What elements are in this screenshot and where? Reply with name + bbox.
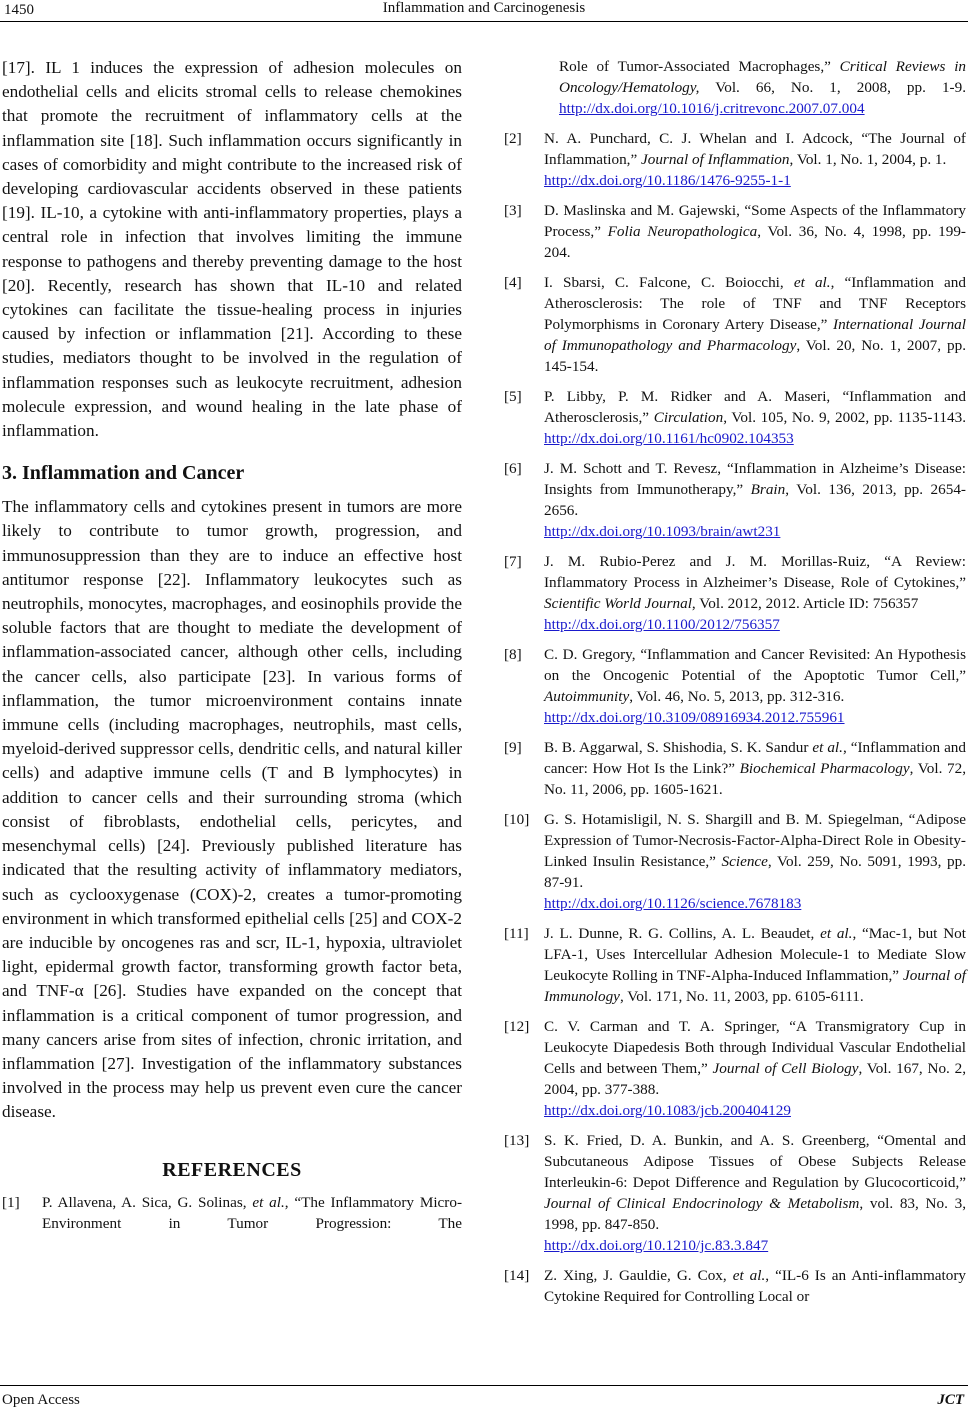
reference-item [2, 1192, 462, 1234]
doi-link[interactable]: http://dx.doi.org/10.1161/hc0902.104353 [544, 430, 794, 447]
reference-text [544, 923, 966, 1007]
journal-name: Critical Reviews in Oncology/Hematology, [559, 58, 967, 96]
reference-item [504, 200, 966, 263]
reference-authors-title: N. A. Punchard, C. J. Whelan and I. Adcock, “The Journal of Inflammation,” [544, 130, 966, 168]
reference-item [504, 737, 966, 800]
journal-name: Brain [750, 481, 786, 498]
reference-authors-title: I. Sbarsi, C. Falcone, C. Boiocchi, [544, 274, 794, 291]
reference-details: , Vol. 72, No. 11, 2006, pp. 1605-1621. [544, 760, 966, 798]
reference-authors-title: J. M. Rubio-Perez and J. M. Morillas-Ruiz, “A Review: Inflammatory Process in Alzheimer’s Disease, Role of Cytokines,” [544, 553, 966, 591]
et-al: et al. [793, 274, 831, 291]
reference-authors-title: S. K. Fried, D. A. Bunkin, and A. S. Greenberg, “Omental and Subcutaneous Adipose Tissues of Obese Subjects Release Interleukin-6: Depot Difference and Regulation by Glucocorticoid,” [544, 1132, 966, 1191]
journal-name: Scientific World Journal [544, 595, 692, 612]
reference-text [544, 1016, 966, 1121]
reference-number: [11] [504, 925, 529, 942]
reference-number: [9] [504, 739, 522, 756]
journal-name: Journal of Immunology [544, 967, 966, 1005]
reference-text [544, 458, 966, 542]
reference-details: , Vol. 36, No. 4, 1998, pp. 199-204. [544, 223, 966, 261]
reference-title: , “Inflammation and cancer: How Hot Is the Link?” [544, 739, 966, 777]
footer-open-access: Open Access [2, 1392, 80, 1408]
reference-title: Role of Tumor-Associated Macrophages,” [559, 58, 840, 75]
reference-authors: P. Allavena, A. Sica, G. Solinas, [42, 1193, 253, 1211]
footer-journal-abbrev: JCT [937, 1392, 964, 1408]
reference-title: , “Inflammation and Atherosclerosis: The role of TNF and TNF Receptors Polymorphisms in Coronary Artery Disease,” [544, 274, 966, 333]
reference-text [544, 128, 966, 191]
doi-link[interactable]: http://dx.doi.org/10.1093/brain/awt231 [544, 523, 781, 540]
journal-name: Journal of Clinical Endocrinology & Metabolism [544, 1195, 860, 1212]
reference-text [544, 386, 966, 449]
reference-title: , “The Inflammatory Micro-Environment in Tumor Progression: The [42, 1193, 463, 1232]
journal-name: Biochemical Pharmacology [739, 760, 910, 777]
et-al: et al. [812, 739, 843, 756]
reference-text [544, 200, 966, 263]
reference-details: , Vol. 1, No. 1, 2004, p. 1. [789, 151, 947, 168]
reference-number: [7] [504, 553, 522, 570]
reference-details: , Vol. 2012, 2012. Article ID: 756357 [691, 595, 919, 612]
reference-item [504, 644, 966, 728]
reference-details: , Vol. 171, No. 11, 2003, pp. 6105-6111. [619, 988, 864, 1005]
reference-item [504, 1265, 966, 1307]
reference-item [504, 1016, 966, 1121]
doi-link[interactable]: http://dx.doi.org/10.1016/j.critrevonc.2007.07.004 [559, 100, 865, 117]
doi-link[interactable]: http://dx.doi.org/10.1126/science.7678183 [544, 895, 802, 912]
reference-number: [5] [504, 388, 522, 405]
reference-number: [14] [504, 1267, 530, 1284]
reference-number: [8] [504, 646, 522, 663]
reference-number: [10] [504, 811, 530, 828]
reference-text [544, 1130, 966, 1256]
reference-list [504, 128, 966, 1307]
reference-number: [4] [504, 274, 522, 291]
reference-item [504, 551, 966, 635]
reference-number: [13] [504, 1132, 530, 1149]
reference-text [544, 1265, 966, 1307]
reference-item [504, 809, 966, 914]
doi-link[interactable]: http://dx.doi.org/10.1186/1476-9255-1-1 [544, 172, 791, 189]
reference-title: , “Mac-1, but Not LFA-1, Uses Intercellular Adhesion Molecule-1 to Mediate Slow Leukocyte Rolling in TNF-Alpha-Induced Inflammation,” [544, 925, 966, 984]
journal-name: Journal of Inflammation [641, 151, 790, 168]
page-number: 1450 [4, 2, 34, 18]
reference-details: , vol. 83, No. 3, 1998, pp. 847-850. [544, 1195, 966, 1233]
reference-details: , Vol. 136, 2013, pp. 2654-2656. [544, 481, 966, 519]
reference-number: [6] [504, 460, 522, 477]
footer-rule [0, 1385, 968, 1386]
et-al: et al. [252, 1193, 285, 1211]
reference-authors-title: J. L. Dunne, R. G. Collins, A. L. Beaudet, [544, 925, 821, 942]
reference-item [504, 128, 966, 191]
reference-details: , Vol. 167, No. 2, 2004, pp. 377-388. [544, 1060, 967, 1098]
right-column [504, 56, 966, 1316]
reference-text [42, 1192, 462, 1234]
reference-number: [2] [504, 130, 522, 147]
reference-text [544, 809, 966, 914]
reference-text [544, 272, 966, 377]
reference-details: Vol. 66, No. 1, 2008, pp. 1-9. [699, 79, 966, 96]
reference-item [504, 1130, 966, 1256]
reference-details: , Vol. 105, No. 9, 2002, pp. 1135-1143. [723, 409, 967, 426]
body-paragraph-1: [17]. IL 1 induces the expression of adhesion molecules on endothelial cells and elicits stromal cells to release chemokines that promote the recruitment of inflammatory cells at the inflammation site [18]. Such inflammation occurs significantly in cases of comorbidity and might contribute to the increased risk of developing cardiovascular accidents observed in these patients [19]. IL-10, a cytokine with anti-inflammatory properties, plays a central role in infection that involves limiting the immune response to pathogens and thereby preventing damage to the host [20]. Recently, research has shown that IL-10 and related cytokines can facilitate the tissue-healing process in injuries caused by infection or inflammation [21]. According to these studies, mediators thought to be involved in the regulation of inflammation responses such as leukocyte recruitment, adhesion molecule expression, and wound healing in the late phase of inflammation. [2, 58, 462, 441]
reference-item [504, 272, 966, 377]
section-heading: 3. Inflammation and Cancer [2, 462, 245, 485]
reference-authors-title: D. Maslinska and M. Gajewski, “Some Aspects of the Inflammatory Process,” [544, 202, 966, 240]
reference-details: , Vol. 20, No. 1, 2007, pp. 145-154. [544, 337, 966, 375]
body-paragraph-2: The inflammatory cells and cytokines present in tumors are more likely to contribute to tumor growth, progression, and immunosuppression than they are to induce an effective host antitumor response [22]. Inflammatory leukocytes such as neutrophils, monocytes, macrophages, and eosinophils provide the soluble factors that are thought to mediate the development of inflammation-associated cancer, although other cells, including the cancer cells, also participate [23]. In various forms of inflammation, the tumor microenvironment contains innate immune cells (including macrophages, neutrophils, mast cells, myeloid-derived suppressor cells, dendritic cells, and natural killer cells) and adaptive immune cells (T and B lymphocytes) in addition to cancer cells and their surrounding stroma (which consist of fibroblasts, endothelial cells, pericytes, and mesenchymal cells) [24]. Previously published literature has indicated that the resulting activity of inflammatory mediators, such as cyclooxygenase (COX)-2, creates a tumor-promoting environment in which transformed epithelial cells [25] and COX-2 are inducible by oncogenes ras and scr, IL-1, hypoxia, ultraviolet light, epidermal growth factor, transforming growth factor beta, and TNF-α [26]. Studies have expanded on the concept that inflammation is a critical component of tumor progression, and many cancers arise from sites of infection, chronic irritation, and inflammation [27]. Investigation of the inflammatory substances involved in the process may help us prevent even cure the cancer disease. [2, 497, 462, 1122]
reference-number: [12] [504, 1018, 530, 1035]
reference-authors-title: J. M. Schott and T. Revesz, “Inflammation in Alzheime’s Disease: Insights from Immunotherapy,” [544, 460, 966, 498]
journal-name: Journal of Cell Biology [712, 1060, 859, 1077]
doi-link[interactable]: http://dx.doi.org/10.1210/jc.83.3.847 [544, 1237, 769, 1254]
doi-link[interactable]: http://dx.doi.org/10.1083/jcb.200404129 [544, 1102, 791, 1119]
journal-name: International Journal of Immunopathology and Pharmacology [544, 316, 966, 354]
reference-authors-title: C. V. Carman and T. A. Springer, “A Transmigratory Cup in Leukocyte Diapedesis Both through Individual Vascular Endothelial Cells and between Them,” [544, 1018, 966, 1077]
reference-authors-title: B. B. Aggarwal, S. Shishodia, S. K. Sandur [544, 739, 813, 756]
reference-continuation [504, 56, 966, 119]
reference-number: [1] [2, 1193, 20, 1211]
reference-authors-title: C. D. Gregory, “Inflammation and Cancer Revisited: An Hypothesis on the Oncogenic Potential of the Apoptotic Tumor Cell,” [544, 646, 966, 684]
reference-text [544, 551, 966, 635]
reference-details: , Vol. 46, No. 5, 2013, pp. 312-316. [629, 688, 845, 705]
journal-name: Autoimmunity [544, 688, 630, 705]
reference-authors-title: Z. Xing, J. Gauldie, G. Cox, [544, 1267, 733, 1284]
journal-name: Folia Neuropathologica [607, 223, 758, 240]
left-column [2, 56, 462, 1234]
reference-title: , “IL-6 Is an Anti-inflammatory Cytokine Required for Controlling Local or [544, 1267, 966, 1305]
reference-item [504, 386, 966, 449]
reference-text [544, 737, 966, 800]
reference-item [504, 458, 966, 542]
references-heading: REFERENCES [162, 1158, 302, 1181]
reference-text [544, 644, 966, 728]
doi-link[interactable]: http://dx.doi.org/10.3109/08916934.2012.755961 [544, 709, 845, 726]
journal-name: Science [721, 853, 768, 870]
reference-details: , Vol. 259, No. 5091, 1993, pp. 87-91. [544, 853, 966, 891]
reference-item [504, 923, 966, 1007]
reference-authors-title: P. Libby, P. M. Ridker and A. Maseri, “Inflammation and Atherosclerosis,” [544, 388, 966, 426]
et-al: et al. [820, 925, 853, 942]
et-al: et al. [732, 1267, 766, 1284]
reference-authors-title: G. S. Hotamisligil, N. S. Shargill and B. M. Spiegelman, “Adipose Expression of Tumor-Necrosis-Factor-Alpha-Direct Role in Obesity-Linked Insulin Resistance,” [544, 811, 966, 870]
running-header-title: Inflammation and Carcinogenesis [382, 0, 586, 16]
journal-name: Circulation [653, 409, 724, 426]
doi-link[interactable]: http://dx.doi.org/10.1100/2012/756357 [544, 616, 780, 633]
header-rule [0, 21, 968, 22]
reference-number: [3] [504, 202, 522, 219]
